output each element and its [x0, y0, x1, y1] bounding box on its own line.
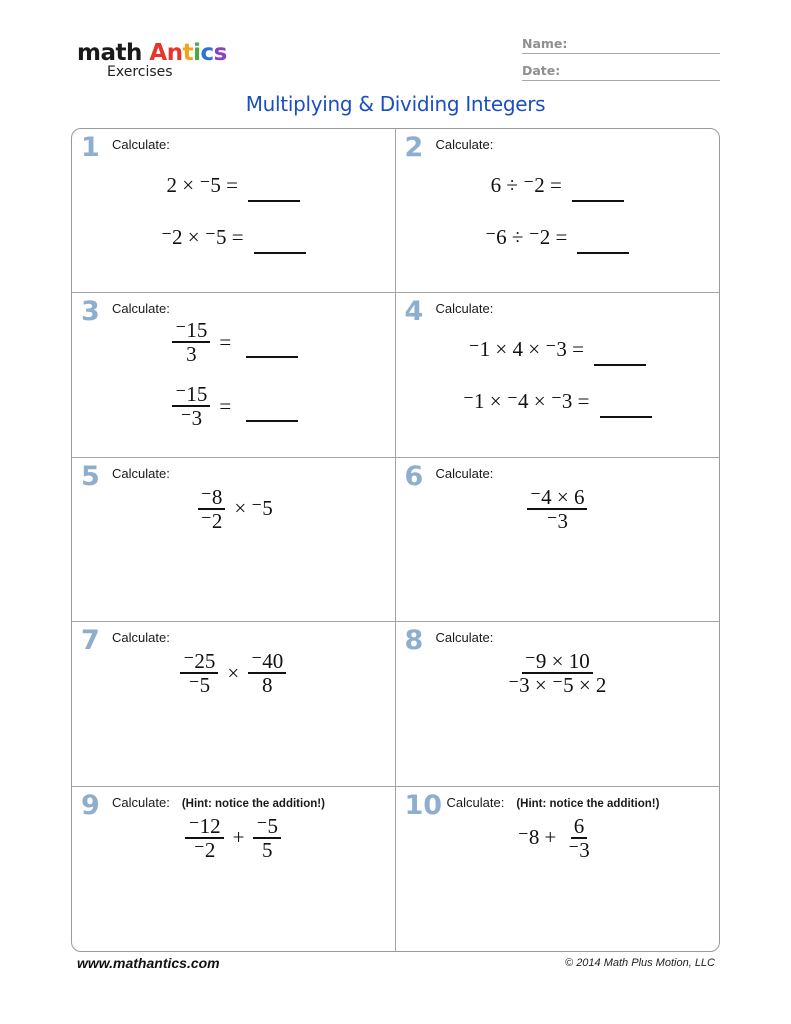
- numerator: ⁻15: [172, 319, 210, 343]
- logo-letter: t: [182, 40, 194, 66]
- expression: [396, 486, 720, 532]
- problem-cell-1: [72, 129, 396, 293]
- problem-cell-5: [72, 458, 396, 622]
- expression-term: ⁻5: [251, 496, 273, 521]
- operator: ×: [227, 660, 240, 685]
- equals-sign: =: [219, 393, 232, 418]
- fraction: [172, 383, 210, 429]
- problem-cell-10: [396, 787, 720, 951]
- problem-number: 8: [404, 625, 424, 657]
- name-field[interactable]: [522, 36, 720, 54]
- problem-cell-2: [396, 129, 720, 293]
- logo-letter: s: [213, 40, 227, 66]
- equation-text: ⁻2 × ⁻5 =: [160, 225, 244, 249]
- copyright-notice: © 2014 Math Plus Motion, LLC: [565, 957, 715, 969]
- problem-instruction: [436, 466, 494, 481]
- problem-number: 7: [81, 625, 100, 657]
- equation-text: ⁻1 × ⁻4 × ⁻3 =: [462, 389, 590, 414]
- expression-term: ⁻8: [517, 825, 540, 850]
- equation-line: [396, 389, 720, 414]
- numerator: ⁻12: [185, 815, 223, 839]
- fraction: [565, 815, 593, 861]
- denominator: ⁻2: [193, 837, 216, 862]
- equation-text: 2 × ⁻5 =: [166, 173, 239, 197]
- hint-text: (Hint: notice the addition!): [181, 797, 325, 810]
- fraction: [527, 486, 587, 532]
- denominator: 8: [261, 673, 273, 698]
- logo-letter: i: [193, 40, 201, 66]
- calculate-label: Calculate:: [112, 465, 170, 481]
- numerator: 6: [571, 815, 588, 839]
- equation-line: [72, 383, 395, 429]
- answer-blank[interactable]: [572, 186, 624, 202]
- fraction: [185, 815, 223, 861]
- problem-number: 10: [404, 789, 443, 821]
- hint-text: (Hint: notice the addition!): [516, 797, 660, 810]
- problem-instruction: [112, 137, 170, 152]
- answer-blank[interactable]: [594, 350, 646, 366]
- numerator: ⁻25: [180, 650, 218, 674]
- denominator: ⁻5: [188, 673, 211, 698]
- denominator: ⁻3: [568, 837, 590, 862]
- calculate-label: Calculate:: [112, 794, 170, 810]
- date-field[interactable]: [522, 63, 720, 81]
- equation-line: [72, 319, 395, 365]
- numerator: ⁻5: [253, 815, 281, 839]
- fraction: [198, 486, 226, 532]
- problem-cell-9: [72, 787, 396, 951]
- fraction: [180, 650, 218, 696]
- equation-text: 6 ÷ ⁻2 =: [490, 173, 562, 197]
- problem-number: 5: [81, 460, 100, 492]
- problem-cell-7: [72, 622, 396, 786]
- website-link[interactable]: www.mathantics.com: [77, 955, 220, 971]
- problem-instruction: [112, 466, 170, 481]
- worksheet-title: Multiplying & Dividing Integers: [245, 92, 546, 116]
- answer-blank[interactable]: [248, 186, 300, 202]
- denominator: ⁻2: [200, 508, 223, 533]
- numerator: ⁻15: [172, 383, 210, 407]
- equals-sign: =: [219, 329, 232, 354]
- calculate-label: Calculate:: [112, 137, 170, 152]
- logo-letter: A: [149, 40, 167, 66]
- problem-instruction: [112, 795, 325, 810]
- denominator: 5: [261, 837, 273, 862]
- logo-letter: c: [200, 40, 214, 66]
- answer-blank[interactable]: [246, 406, 298, 422]
- fraction: [248, 650, 286, 696]
- math-antics-logo: [77, 40, 227, 80]
- problem-number: 6: [404, 460, 424, 492]
- problem-cell-3: [72, 293, 396, 457]
- answer-blank[interactable]: [600, 402, 652, 418]
- calculate-label: Calculate:: [435, 630, 494, 646]
- denominator: ⁻3: [546, 508, 569, 533]
- problem-number: 3: [81, 296, 100, 328]
- fraction: [505, 650, 609, 696]
- equation-line: [396, 337, 720, 362]
- problem-number: 9: [81, 789, 100, 821]
- expression: [72, 486, 395, 532]
- problem-number: 2: [404, 132, 424, 163]
- equation-text: ⁻1 × 4 × ⁻3 =: [468, 337, 584, 362]
- equation-line: [72, 173, 395, 198]
- denominator: ⁻3: [180, 406, 203, 431]
- operator: +: [232, 825, 245, 850]
- equation-line: [72, 225, 395, 250]
- equation-text: ⁻6 ÷ ⁻2 =: [485, 225, 568, 249]
- logo-letter: n: [166, 40, 183, 66]
- problem-instruction: [112, 630, 170, 645]
- problem-instruction: [447, 795, 660, 810]
- logo-word-math: math: [77, 40, 142, 66]
- numerator: ⁻40: [248, 650, 286, 674]
- denominator: ⁻3 × ⁻5 × 2: [508, 673, 607, 698]
- calculate-label: Calculate:: [112, 630, 170, 646]
- equation-line: [396, 225, 720, 250]
- numerator: ⁻9 × 10: [522, 650, 593, 674]
- expression: [396, 650, 720, 696]
- problem-instruction: [436, 301, 494, 316]
- logo-word-antics: [149, 40, 226, 66]
- problem-instruction: [436, 630, 494, 645]
- logo-subtitle: Exercises: [107, 64, 173, 80]
- name-label: Name:: [522, 36, 568, 51]
- calculate-label: Calculate:: [435, 301, 494, 317]
- numerator: ⁻4 × 6: [527, 486, 587, 510]
- answer-blank[interactable]: [246, 342, 298, 358]
- problem-number: 1: [81, 132, 100, 163]
- calculate-label: Calculate:: [435, 137, 494, 152]
- calculate-label: Calculate:: [435, 465, 494, 481]
- problem-cell-8: [396, 622, 720, 786]
- fraction: [172, 319, 210, 365]
- fraction: [253, 815, 281, 861]
- expression: [72, 650, 395, 696]
- problem-grid: [71, 128, 720, 952]
- problem-cell-4: [396, 293, 720, 457]
- operator: ×: [234, 496, 247, 521]
- denominator: 3: [186, 342, 197, 367]
- answer-blank[interactable]: [577, 238, 629, 254]
- expression: [396, 815, 720, 861]
- problem-number: 4: [404, 296, 424, 328]
- calculate-label: Calculate:: [446, 794, 505, 810]
- operator: +: [544, 825, 557, 850]
- numerator: ⁻8: [198, 486, 226, 510]
- expression: [72, 815, 395, 861]
- equation-line: [396, 173, 720, 198]
- problem-instruction: [436, 137, 494, 152]
- date-label: Date:: [522, 63, 561, 78]
- answer-blank[interactable]: [254, 238, 306, 254]
- calculate-label: Calculate:: [112, 301, 170, 317]
- problem-instruction: [112, 301, 170, 316]
- problem-cell-6: [396, 458, 720, 622]
